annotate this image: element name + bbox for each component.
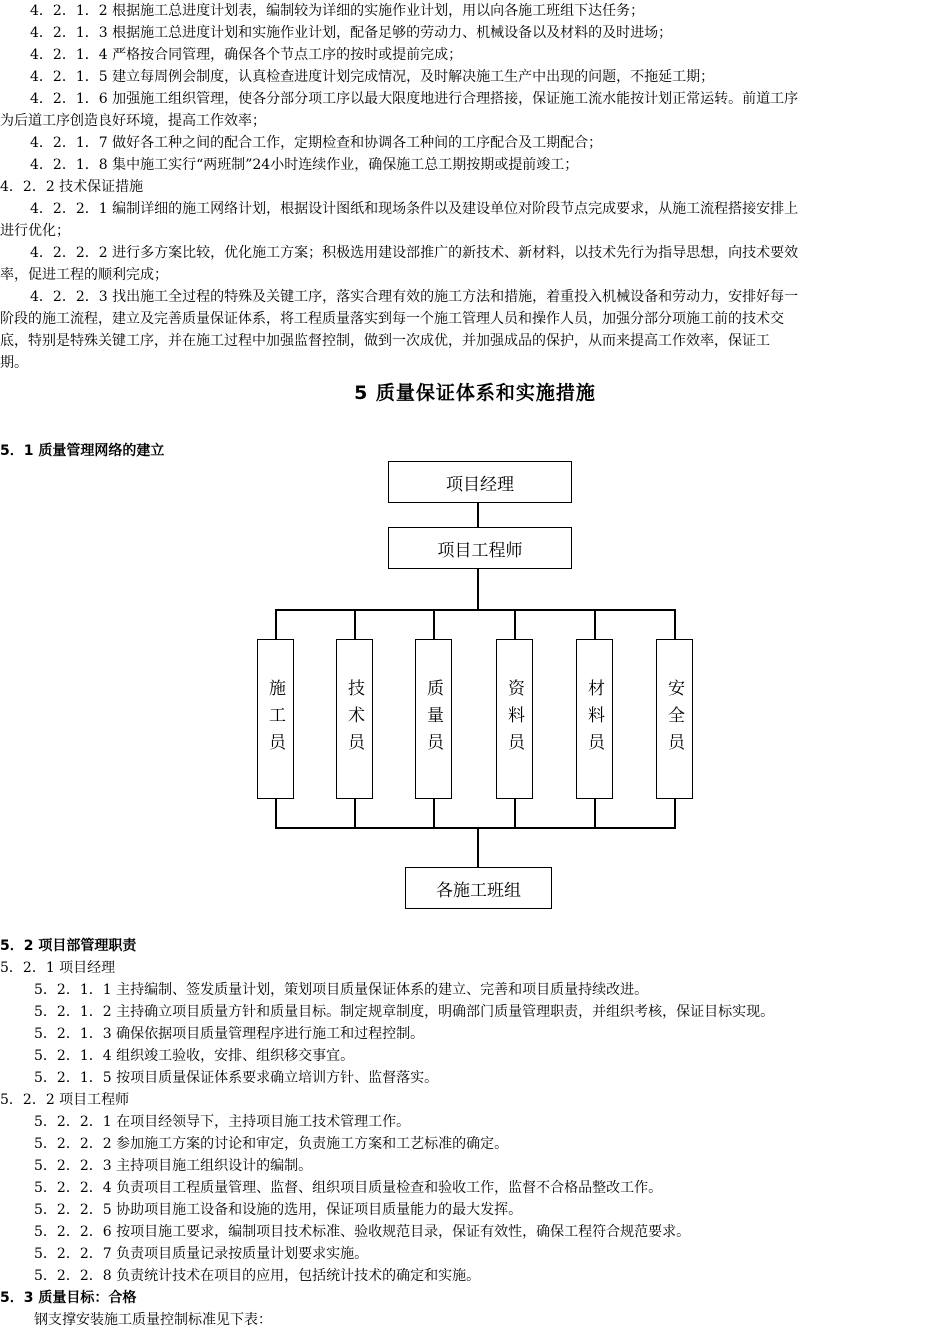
text-line-4-2-1-5: 4．2．1．5 建立每周例会制度，认真检查进度计划完成情况，及时解决施工生产中出现的问题，不拖延工期； [30, 69, 715, 85]
org-connector [354, 799, 356, 828]
text-line-4-2-2-1-cont: 进行优化； [0, 223, 70, 239]
text-line-5-2-2-5: 5．2．2．5 协助项目施工设备和设施的选用，保证项目质量能力的最大发挥。 [34, 1202, 523, 1218]
text-line-4-2-1-4: 4．2．1．4 严格按合同管理，确保各个节点工序的按时或提前完成； [30, 47, 463, 63]
text-line-4-2-1-2: 4．2．1．2 根据施工总进度计划表，编制较为详细的实施作业计划，用以向各施工班组下达任务； [30, 3, 645, 19]
text-line-5-2-2-2: 5．2．2．2 参加施工方案的讨论和审定，负责施工方案和工艺标准的确定。 [34, 1136, 509, 1152]
org-label-document-staff: 资料员 [504, 678, 524, 760]
org-connector [594, 799, 596, 828]
org-connector [477, 569, 479, 610]
text-line-5-2-2-7: 5．2．2．7 负责项目质量记录按质量计划要求实施。 [34, 1246, 369, 1262]
org-box-material-staff [576, 639, 613, 799]
org-connector [514, 799, 516, 828]
org-box-technical-staff [336, 639, 373, 799]
subheading-5-3: 5．3 质量目标：合格 [0, 1290, 137, 1306]
text-line-5-2-2-1: 5．2．2．1 在项目经领导下，主持项目施工技术管理工作。 [34, 1114, 411, 1130]
text-line-5-2-1-3: 5．2．1．3 确保依据项目质量管理程序进行施工和过程控制。 [34, 1026, 425, 1042]
text-line-4-2-2-3-cont1: 阶段的施工流程，建立及完善质量保证体系，将工程质量落实到每一个施工管理人员和操作人员，加强分部分项施工前的技术交 [0, 311, 784, 327]
text-line-4-2-2-2-cont: 率，促进工程的顺利完成； [0, 267, 168, 283]
org-label-construction-staff: 施工员 [265, 678, 285, 760]
org-label-construction-teams: 各施工班组 [436, 880, 521, 901]
org-connector [674, 609, 676, 639]
org-connector [674, 799, 676, 828]
subheading-4-2-2: 4．2．2 技术保证措施 [0, 179, 144, 195]
org-label-material-staff: 材料员 [584, 678, 604, 760]
org-label-project-engineer: 项目工程师 [437, 540, 523, 561]
text-line-4-2-2-3: 4．2．2．3 找出施工全过程的特殊及关键工序，落实合理有效的施工方法和措施，着重投入机械设备和劳动力，安排好每一 [30, 289, 799, 305]
org-connector [275, 799, 277, 828]
org-label-safety-staff: 安全员 [664, 678, 684, 760]
section-title: 5 质量保证体系和实施措施 [354, 382, 596, 404]
org-connector [275, 827, 676, 829]
org-label-technical-staff: 技术员 [344, 678, 364, 760]
org-box-project-engineer [388, 527, 572, 569]
org-connector [354, 609, 356, 639]
text-line-5-2-2-8: 5．2．2．8 负责统计技术在项目的应用，包括统计技术的确定和实施。 [34, 1268, 481, 1284]
text-line-5-2-1-1: 5．2．1．1 主持编制、签发质量计划，策划项目质量保证体系的建立、完善和项目质量持续改进。 [34, 982, 649, 998]
org-connector [514, 609, 516, 639]
text-line-4-2-1-6: 4．2．1．6 加强施工组织管理，使各分部分项工序以最大限度地进行合理搭接，保证施工流水能按计划正常运转。前道工序 [30, 91, 799, 107]
org-box-project-manager [388, 461, 572, 503]
text-line-4-2-2-1: 4．2．2．1 编制详细的施工网络计划，根据设计图纸和现场条件以及建设单位对阶段节点完成要求，从施工流程搭接安排上 [30, 201, 799, 217]
org-box-safety-staff [656, 639, 693, 799]
org-box-quality-staff [415, 639, 452, 799]
org-connector [275, 609, 676, 611]
text-line-4-2-1-6-cont: 为后道工序创造良好环境，提高工作效率； [0, 113, 266, 129]
text-line-5-2-1-4: 5．2．1．4 组织竣工验收，安排、组织移交事宜。 [34, 1048, 355, 1064]
org-label-quality-staff: 质量员 [423, 678, 443, 760]
text-line-4-2-2-3-cont3: 期。 [0, 355, 28, 371]
subheading-5-2-1: 5．2．1 项目经理 [0, 960, 116, 976]
org-connector [477, 503, 479, 527]
org-label-project-manager: 项目经理 [446, 474, 514, 495]
text-line-4-2-1-8: 4．2．1．8 集中施工实行“两班制”24小时连续作业，确保施工总工期按期或提前竣工； [30, 157, 579, 173]
text-line-5-2-2-4: 5．2．2．4 负责项目工程质量管理、监督、组织项目质量检查和验收工作，监督不合格品整改工作。 [34, 1180, 663, 1196]
org-connector [433, 799, 435, 828]
subheading-5-2: 5．2 项目部管理职责 [0, 938, 137, 954]
org-connector [433, 609, 435, 639]
org-connector [477, 827, 479, 868]
org-box-construction-staff [257, 639, 294, 799]
text-line-4-2-2-3-cont2: 底，特别是特殊关键工序，并在施工过程中加强监督控制，做到一次成优，并加强成品的保护，从而来提高工作效率，保证工 [0, 333, 770, 349]
text-line-5-2-2-6: 5．2．2．6 按项目施工要求，编制项目技术标准、验收规范目录，保证有效性，确保工程符合规范要求。 [34, 1224, 691, 1240]
text-line-4-2-1-3: 4．2．1．3 根据施工总进度计划和实施作业计划，配备足够的劳动力、机械设备以及材料的及时进场； [30, 25, 673, 41]
subheading-5-2-2: 5．2．2 项目工程师 [0, 1092, 130, 1108]
org-box-document-staff [496, 639, 533, 799]
text-line-5-2-1-2: 5．2．1．2 主持确立项目质量方针和质量目标。制定规章制度，明确部门质量管理职责，并组织考核，保证目标实现。 [34, 1004, 775, 1020]
org-box-construction-teams [405, 867, 552, 909]
text-line-4-2-2-2: 4．2．2．2 进行多方案比较，优化施工方案；积极选用建设部推广的新技术、新材料，以技术先行为指导思想，向技术要效 [30, 245, 799, 261]
text-line-5-2-2-3: 5．2．2．3 主持项目施工组织设计的编制。 [34, 1158, 313, 1174]
text-line-table-intro: 钢支撑安装施工质量控制标准见下表： [34, 1312, 272, 1328]
subheading-5-1: 5．1 质量管理网络的建立 [0, 443, 165, 459]
text-line-5-2-1-5: 5．2．1．5 按项目质量保证体系要求确立培训方针、监督落实。 [34, 1070, 439, 1086]
org-connector [275, 609, 277, 639]
text-line-4-2-1-7: 4．2．1．7 做好各工种之间的配合工作，定期检查和协调各工种间的工序配合及工期配合； [30, 135, 603, 151]
org-connector [594, 609, 596, 639]
